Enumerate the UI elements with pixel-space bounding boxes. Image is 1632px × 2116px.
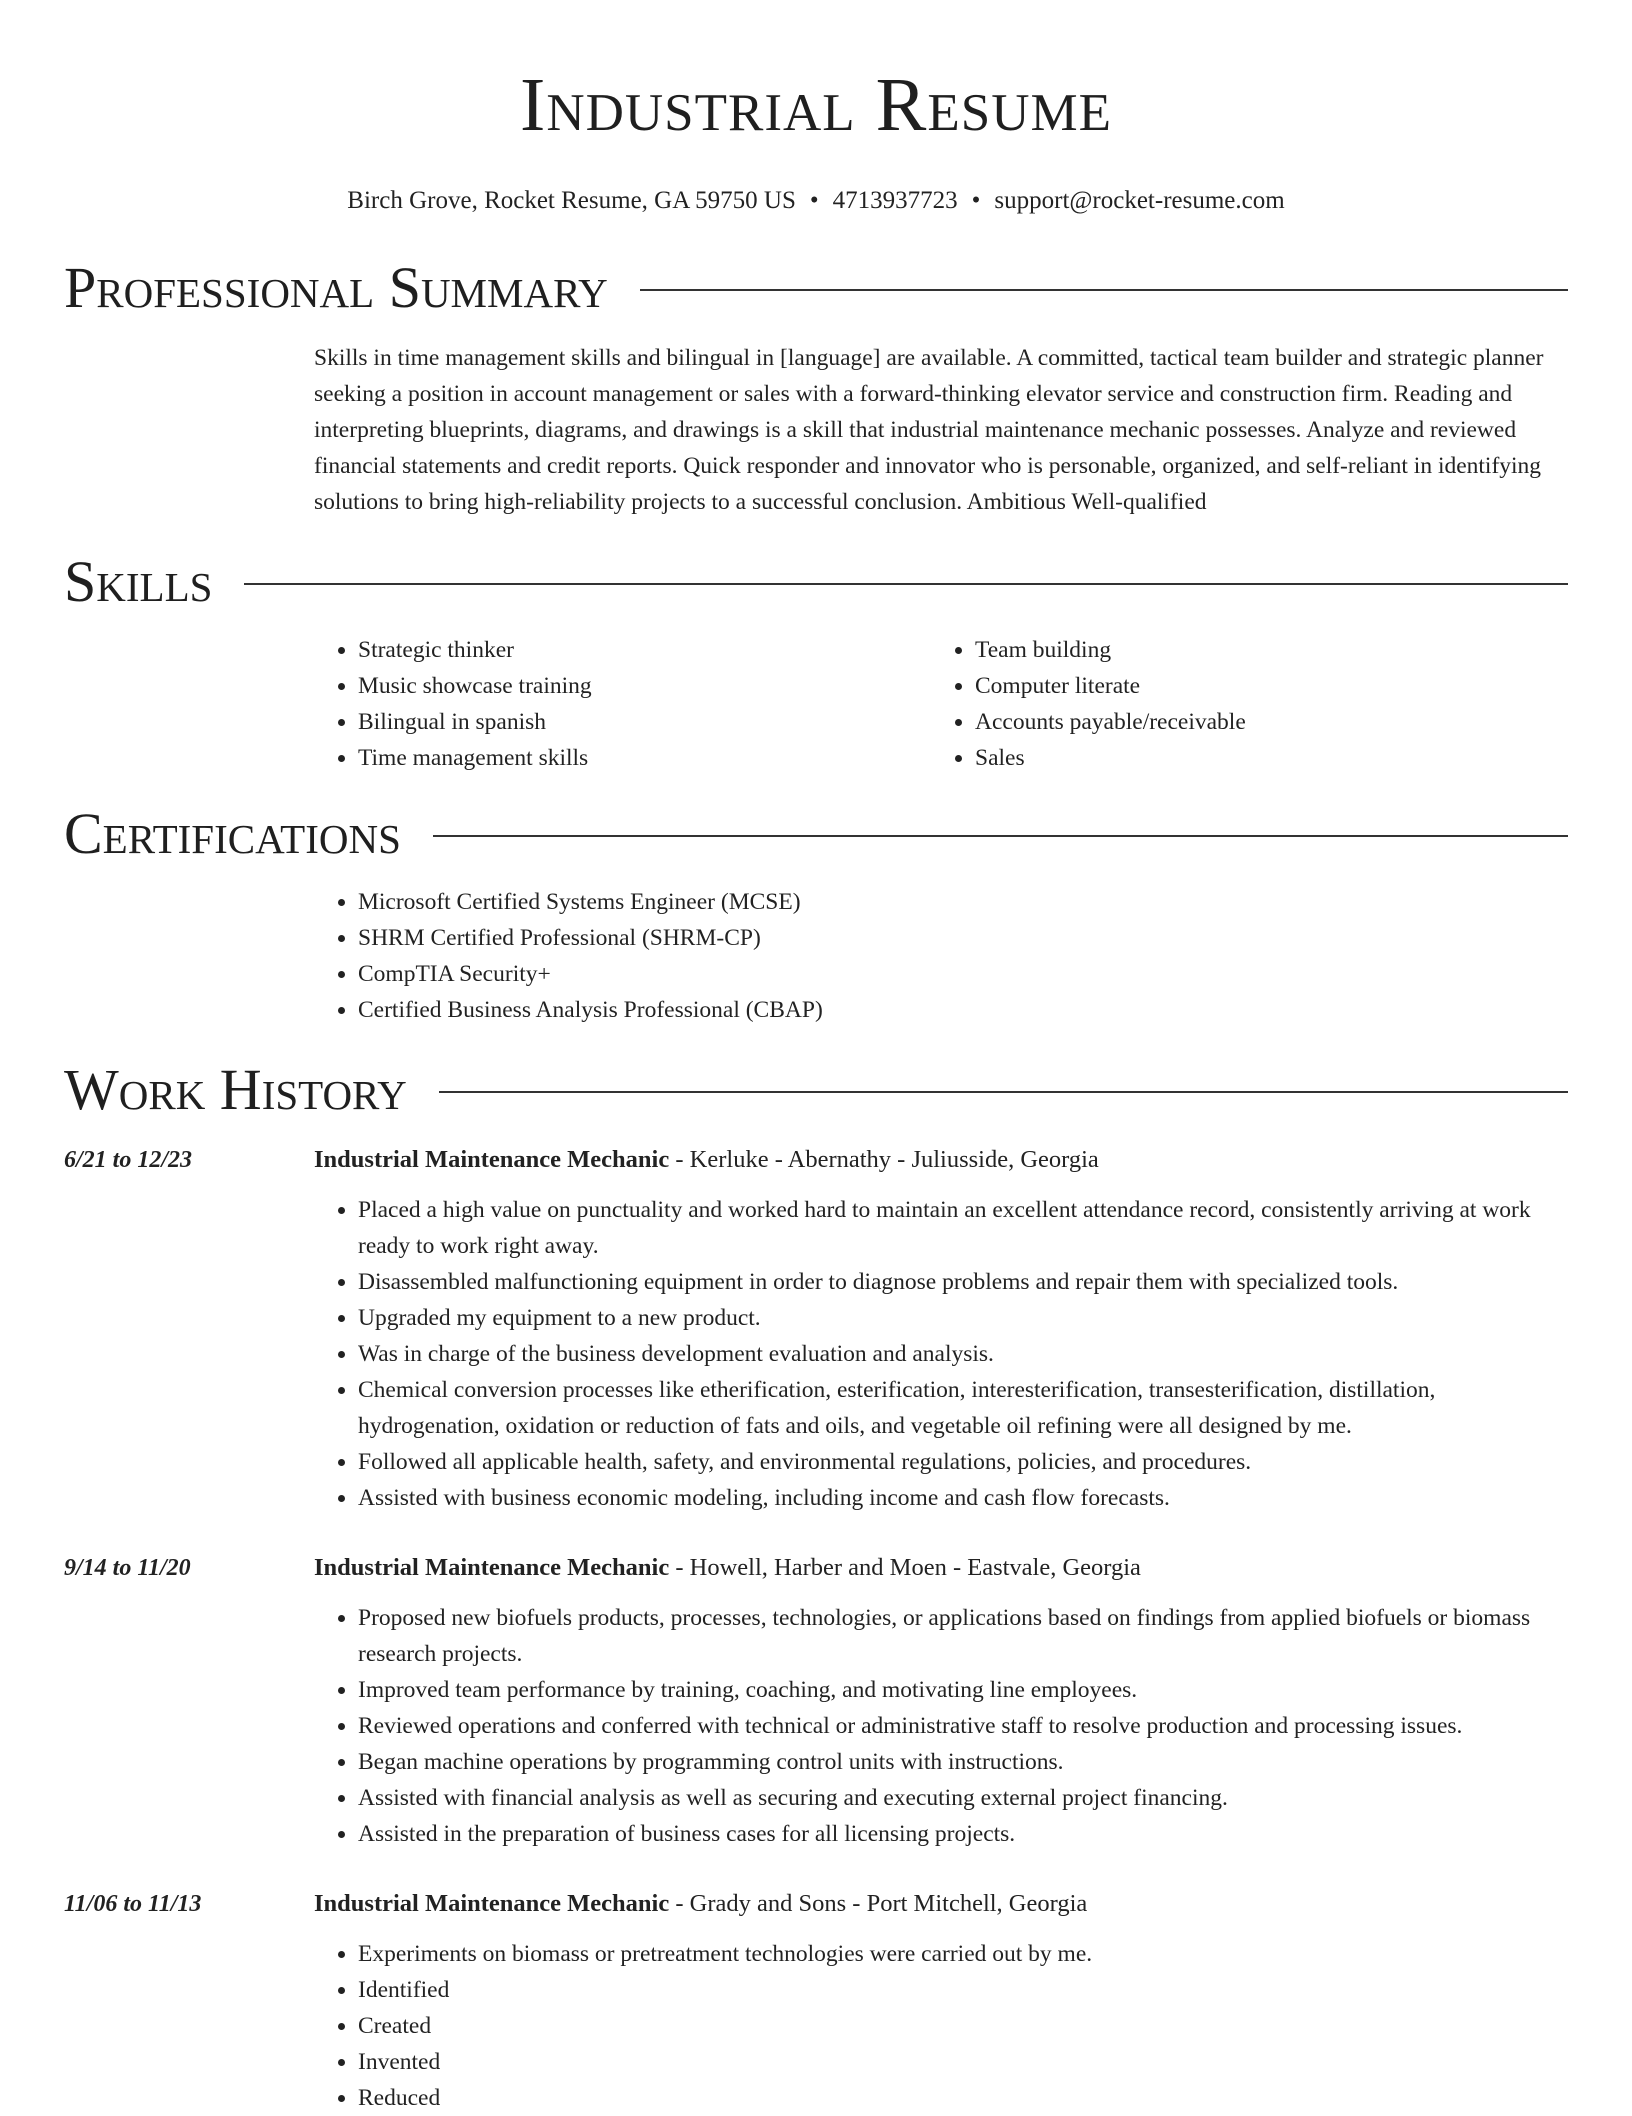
job-entry	[64, 1550, 1566, 1852]
section-divider	[439, 1091, 1568, 1093]
job-bullet: • Identified	[358, 1972, 1566, 2008]
job-bullet: • Improved team performance by training, coaching, and motivating line employees.	[358, 1672, 1566, 1708]
skill-item: • Team building	[975, 632, 1548, 668]
job-title: Industrial Maintenance Mechanic	[314, 1146, 670, 1173]
job-employer: - Howell, Harber and Moen - Eastvale, Georgia	[669, 1554, 1141, 1581]
certifications-heading: Certifications	[64, 801, 401, 866]
job-dates: 11/06 to 11/13	[64, 1891, 202, 1917]
job-bullets	[314, 1936, 1566, 2116]
job-bullets	[314, 1600, 1566, 1852]
summary-heading: Professional Summary	[64, 255, 608, 320]
job-title: Industrial Maintenance Mechanic	[314, 1554, 670, 1581]
skills-list	[314, 632, 1566, 776]
job-bullet: • Invented	[358, 2044, 1566, 2080]
job-entry	[64, 1886, 1566, 2116]
job-bullet: • Reduced	[358, 2080, 1566, 2116]
skill-item: • Bilingual in spanish	[358, 704, 931, 740]
contact-separator: •	[971, 187, 981, 214]
summary-text: Skills in time management skills and bilingual in [language] are available. A committed, tactical team builder and strategic planner seeking a position in account management or sales with a forward-thinking elevator service and construction firm. Reading and interpreting blueprints, diagrams, and drawings is a skill that industrial maintenance mechanic possesses. Analyze and reviewed financial statements and credit reports. Quick responder and innovator who is personable, organized, and self-reliant in identifying solutions to bring high-reliability projects to a successful conclusion. Ambitious Well-qualified	[314, 345, 1544, 515]
job-bullet: • Assisted with business economic modeling, including income and cash flow forecasts.	[358, 1480, 1566, 1516]
job-bullet: • Followed all applicable health, safety, and environmental regulations, policies, and procedures.	[358, 1444, 1566, 1480]
job-detail	[314, 1142, 1566, 1516]
work-history-heading: Work History	[64, 1057, 407, 1122]
certifications-list	[314, 884, 1566, 1028]
section-divider	[640, 289, 1568, 291]
certification-item: • CompTIA Security+	[358, 956, 1566, 992]
contact-line	[0, 186, 1632, 216]
job-bullet: • Assisted in the preparation of business cases for all licensing projects.	[358, 1816, 1566, 1852]
contact-separator: •	[809, 187, 819, 214]
skills-section-header	[64, 548, 1568, 616]
section-divider	[244, 583, 1568, 585]
work-history-section-header	[64, 1056, 1568, 1124]
job-bullet: • Chemical conversion processes like etherification, esterification, interesterification, transesterification, distillation, hydrogenation, oxidation or reduction of fats and oils, and vegetable oil refining were all designed by me.	[358, 1372, 1566, 1444]
contact-email: support@rocket-resume.com	[994, 187, 1285, 214]
resume-name: Industrial Resume	[520, 63, 1112, 147]
job-employer: - Kerluke - Abernathy - Juliusside, Georgia	[669, 1146, 1099, 1173]
job-bullet: • Proposed new biofuels products, processes, technologies, or applications based on findings from applied biofuels or biomass research projects.	[358, 1600, 1566, 1672]
job-bullet: • Was in charge of the business development evaluation and analysis.	[358, 1336, 1566, 1372]
job-bullet: • Experiments on biomass or pretreatment technologies were carried out by me.	[358, 1936, 1566, 1972]
section-divider	[433, 835, 1568, 837]
job-entry	[64, 1142, 1566, 1516]
skills-column-left	[314, 632, 931, 776]
skill-item: • Music showcase training	[358, 668, 931, 704]
skill-item: • Accounts payable/receivable	[975, 704, 1548, 740]
job-bullets	[314, 1192, 1566, 1516]
skill-item: • Computer literate	[975, 668, 1548, 704]
certification-item: • Certified Business Analysis Professional (CBAP)	[358, 992, 1566, 1028]
skill-item: • Strategic thinker	[358, 632, 931, 668]
job-title: Industrial Maintenance Mechanic	[314, 1890, 670, 1917]
job-bullet: • Disassembled malfunctioning equipment in order to diagnose problems and repair them with specialized tools.	[358, 1264, 1566, 1300]
job-bullet: • Upgraded my equipment to a new product.	[358, 1300, 1566, 1336]
job-bullet: • Created	[358, 2008, 1566, 2044]
job-dates: 9/14 to 11/20	[64, 1555, 191, 1581]
contact-phone: 4713937723	[832, 187, 958, 214]
skill-item: • Sales	[975, 740, 1548, 776]
job-bullet: • Assisted with financial analysis as well as securing and executing external project financing.	[358, 1780, 1566, 1816]
certifications-section-header	[64, 800, 1568, 868]
summary-section	[314, 340, 1566, 520]
skills-heading: Skills	[64, 549, 213, 614]
job-heading	[314, 1550, 1566, 1586]
skill-item: • Time management skills	[358, 740, 931, 776]
contact-address: Birch Grove, Rocket Resume, GA 59750 US	[347, 187, 796, 214]
skills-column-right	[931, 632, 1548, 776]
job-detail	[314, 1550, 1566, 1852]
job-bullet: • Began machine operations by programming control units with instructions.	[358, 1744, 1566, 1780]
job-employer: - Grady and Sons - Port Mitchell, Georgia	[669, 1890, 1088, 1917]
job-bullet: • Placed a high value on punctuality and worked hard to maintain an excellent attendance record, consistently arriving at work ready to work right away.	[358, 1192, 1566, 1264]
certification-item: • Microsoft Certified Systems Engineer (MCSE)	[358, 884, 1566, 920]
job-heading	[314, 1886, 1566, 1922]
job-dates: 6/21 to 12/23	[64, 1147, 193, 1173]
job-detail	[314, 1886, 1566, 2116]
summary-section-header	[64, 254, 1568, 322]
job-heading	[314, 1142, 1566, 1178]
job-bullet: • Reviewed operations and conferred with technical or administrative staff to resolve production and processing issues.	[358, 1708, 1566, 1744]
certification-item: • SHRM Certified Professional (SHRM-CP)	[358, 920, 1566, 956]
